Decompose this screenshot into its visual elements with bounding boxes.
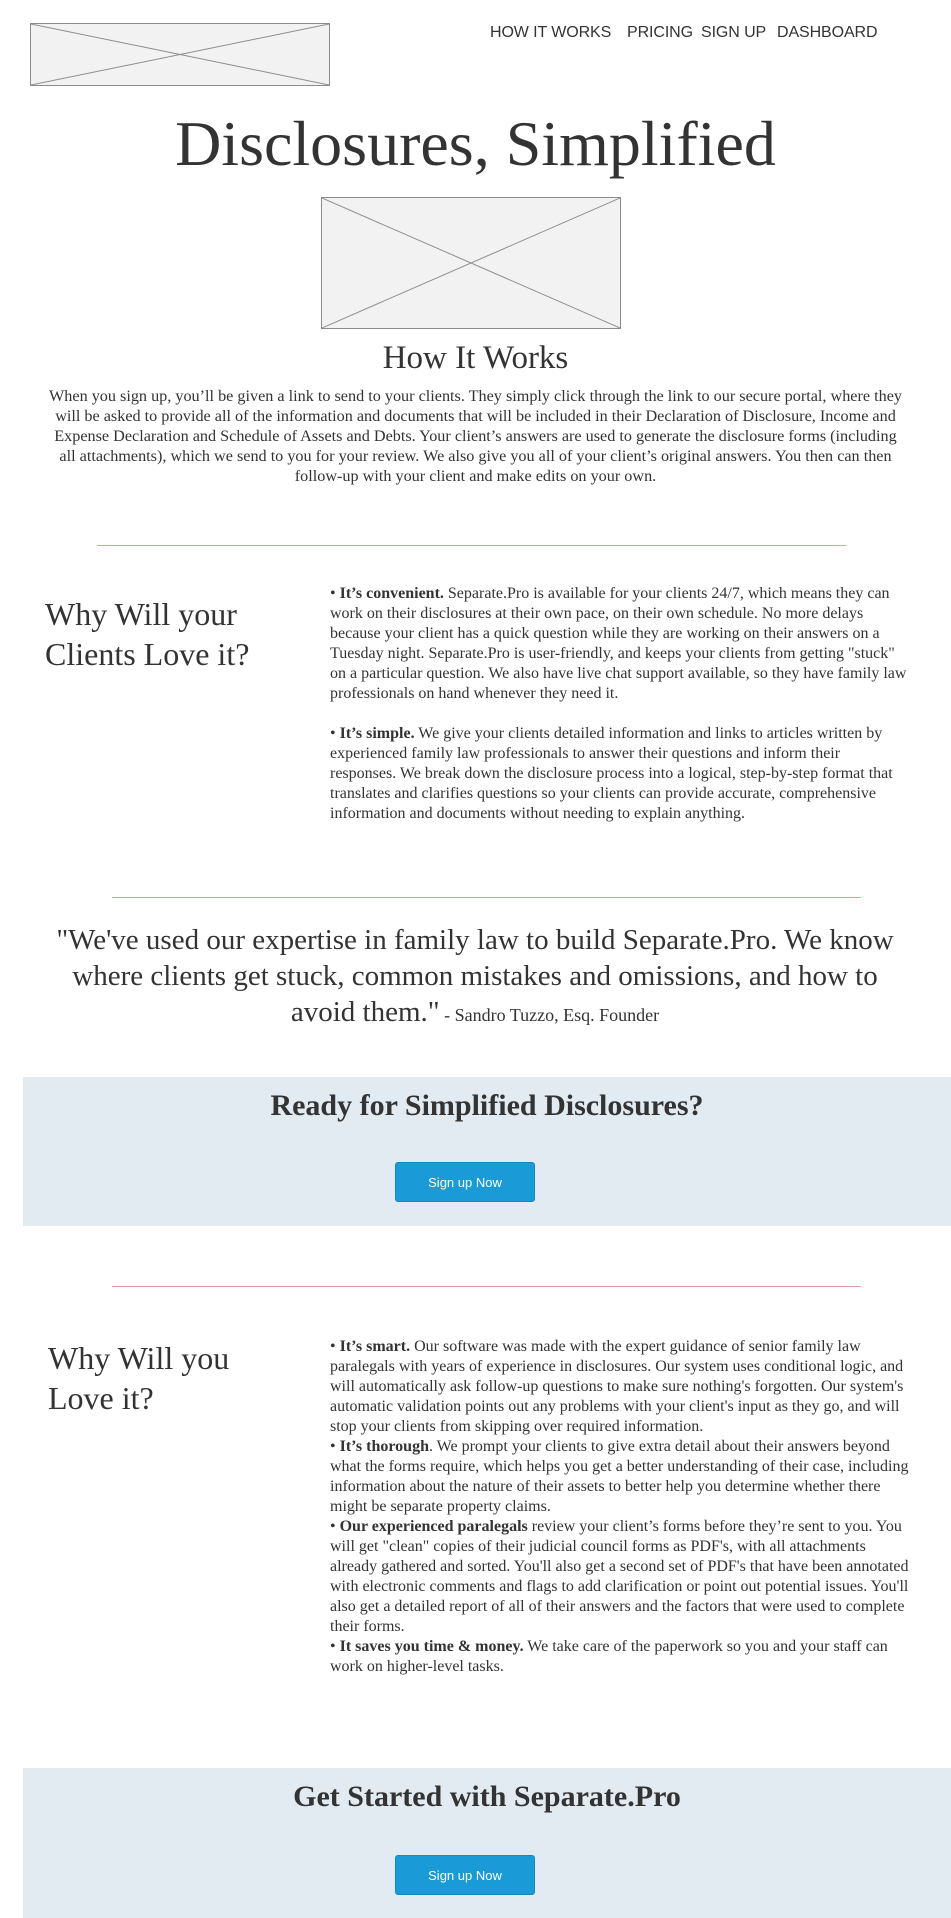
sign-up-button[interactable]: Sign up Now bbox=[395, 1162, 535, 1202]
cta-title-ready: Ready for Simplified Disclosures? bbox=[270, 1089, 704, 1122]
clients-love-heading: Why Will your Clients Love it? bbox=[45, 596, 250, 672]
section-divider bbox=[97, 545, 846, 546]
list-item: • It’s smart. Our software was made with the expert guidance of senior family law paralegals with years of experience in disclosures. Our system uses conditional logic, and will automatically ask follow-up questions to make sure nothing's forgotten. Our system's automatic validation points out any problems with your client's input as they go, and will stop your clients from skipping over required information. bbox=[330, 1338, 904, 1435]
hero-image-placeholder bbox=[321, 197, 621, 329]
cta-title-get-started: Get Started with Separate.Pro bbox=[293, 1780, 681, 1813]
how-it-works-body: When you sign up, you’ll be given a link to send to your clients. They simply click through the link to our secure portal, where they will be asked to provide all of the information and documents that will be included in their Declaration of Disclosure, Income and Expense Declaration and Schedule of Assets and Debts. Your client’s answers are used to generate the disclosure forms (including all attachments), which we send to you for your review. We also give you all of your client’s original answers. You then can then follow-up with your client and make edits on your own. bbox=[49, 387, 902, 485]
list-item: • It saves you time & money. We take care of the paperwork so you and your staff can work on higher-level tasks. bbox=[330, 1638, 888, 1675]
hero-title: Disclosures, Simplified bbox=[175, 108, 776, 179]
list-item: • It’s simple. We give your clients detailed information and links to articles written by experienced family law professionals to answer their questions and inform their responses. We break down the disclosure process into a logical, step-by-step format that translates and clarifies questions so your clients can provide accurate, comprehensive information and documents without needing to explain anything. bbox=[330, 725, 893, 822]
quote-text: "We've used our expertise in family law to build Separate.Pro. We know where clients get stuck, common mistakes and omissions, and how to avoid them." bbox=[56, 924, 894, 1028]
cta-band-ready bbox=[23, 1077, 951, 1226]
nav-how-it-works[interactable]: HOW IT WORKS bbox=[490, 24, 612, 41]
sign-up-button[interactable]: Sign up Now bbox=[395, 1855, 535, 1895]
nav-sign-up[interactable]: SIGN UP bbox=[701, 24, 767, 41]
cta-band-get-started bbox=[23, 1768, 951, 1918]
nav-dashboard[interactable]: DASHBOARD bbox=[777, 24, 878, 41]
clients-love-list bbox=[330, 584, 910, 824]
founder-quote bbox=[40, 922, 910, 1033]
list-item: • Our experienced paralegals review your client’s forms before they’re sent to you. You will get "clean" copies of their judicial council forms as PDF's, with all attachments already gathered and sorted. You'll also get a second set of PDF's that have been annotated with electronic comments and flags to add clarification or point out potential issues. You'll also get a detailed report of all of their answers and the factors that were used to complete their forms. bbox=[330, 1518, 909, 1635]
image-placeholder-icon bbox=[322, 198, 620, 328]
list-item: • It’s convenient. Separate.Pro is available for your clients 24/7, which means they can work on their disclosures at their own pace, on their own schedule. No more delays because your client has a quick question while they are working on their answers on a Tuesday night. Separate.Pro is user-friendly, and keeps your clients from getting "stuck" on a particular question. We also have live chat support available, so they have family law professionals on hand whenever they need it. bbox=[330, 585, 907, 702]
nav-pricing[interactable]: PRICING bbox=[627, 24, 693, 41]
logo-placeholder[interactable] bbox=[30, 23, 330, 86]
image-placeholder-icon bbox=[31, 24, 329, 85]
how-it-works-title: How It Works bbox=[382, 340, 569, 376]
list-item: • It’s thorough. We prompt your clients to give extra detail about their answers beyond what the forms require, which helps you get a better understanding of their case, including information about the nature of their assets to better help you determine whether there might be separate property claims. bbox=[330, 1438, 909, 1515]
you-love-heading: Why Will you Love it? bbox=[48, 1340, 230, 1416]
quote-author: - Sandro Tuzzo, Esq. Founder bbox=[439, 1005, 660, 1025]
section-divider bbox=[112, 1286, 861, 1287]
section-divider bbox=[112, 897, 861, 898]
you-love-list bbox=[330, 1337, 910, 1677]
